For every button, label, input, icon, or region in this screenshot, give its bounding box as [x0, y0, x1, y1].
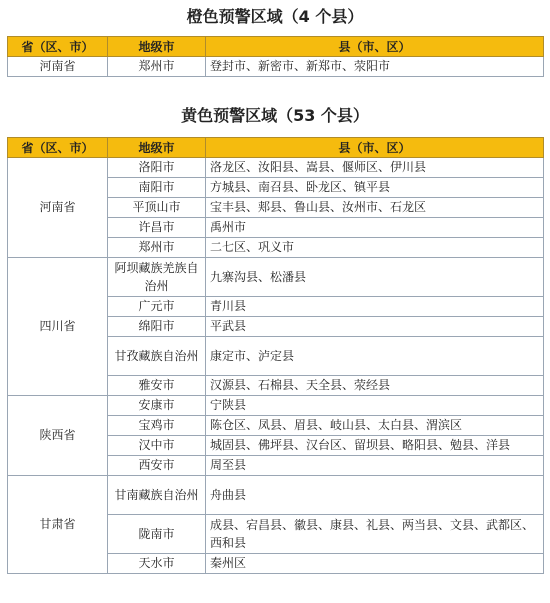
table-row	[8, 476, 544, 515]
counties-cell: 周至县	[206, 456, 544, 476]
counties-cell: 秦州区	[206, 554, 544, 574]
city-cell: 安康市	[108, 396, 206, 416]
counties-cell: 康定市、泸定县	[206, 337, 544, 376]
counties-cell: 平武县	[206, 317, 544, 337]
counties-cell: 方城县、南召县、卧龙区、镇平县	[206, 178, 544, 198]
city-cell: 平顶山市	[108, 198, 206, 218]
city-cell: 绵阳市	[108, 317, 206, 337]
counties-cell: 宁陕县	[206, 396, 544, 416]
city-cell: 汉中市	[108, 436, 206, 456]
province-cell: 四川省	[8, 258, 108, 396]
city-cell: 洛阳市	[108, 158, 206, 178]
counties-cell: 禹州市	[206, 218, 544, 238]
city-cell: 阿坝藏族羌族自治州	[108, 258, 206, 297]
counties-cell: 汉源县、石棉县、天全县、荥经县	[206, 376, 544, 396]
header-city: 地级市	[108, 138, 206, 158]
counties-cell: 陈仓区、凤县、眉县、岐山县、太白县、渭滨区	[206, 416, 544, 436]
counties-cell: 二七区、巩义市	[206, 238, 544, 258]
table-row	[8, 158, 544, 178]
city-cell: 西安市	[108, 456, 206, 476]
orange-warning-table	[7, 36, 544, 77]
province-cell: 河南省	[8, 158, 108, 258]
counties-cell: 青川县	[206, 297, 544, 317]
city-cell: 天水市	[108, 554, 206, 574]
province-cell: 河南省	[8, 57, 108, 77]
city-cell: 甘孜藏族自治州	[108, 337, 206, 376]
header-counties: 县（市、区）	[206, 37, 544, 57]
city-cell: 宝鸡市	[108, 416, 206, 436]
counties-cell: 洛龙区、汝阳县、嵩县、偃师区、伊川县	[206, 158, 544, 178]
table-row	[8, 258, 544, 297]
table-header-row	[8, 138, 544, 158]
counties-cell: 成县、宕昌县、徽县、康县、礼县、两当县、文县、武都区、西和县	[206, 515, 544, 554]
city-cell: 广元市	[108, 297, 206, 317]
city-cell: 雅安市	[108, 376, 206, 396]
counties-cell: 宝丰县、郏县、鲁山县、汝州市、石龙区	[206, 198, 544, 218]
table-row	[8, 57, 544, 77]
table-header-row	[8, 37, 544, 57]
yellow-warning-title: 黄色预警区域（53 个县）	[181, 106, 369, 125]
header-province: 省（区、市）	[8, 138, 108, 158]
city-cell: 甘南藏族自治州	[108, 476, 206, 515]
header-city: 地级市	[108, 37, 206, 57]
header-province: 省（区、市）	[8, 37, 108, 57]
table-row	[8, 396, 544, 416]
province-cell: 陕西省	[8, 396, 108, 476]
counties-cell: 舟曲县	[206, 476, 544, 515]
counties-cell: 登封市、新密市、新郑市、荥阳市	[206, 57, 544, 77]
counties-cell: 九寨沟县、松潘县	[206, 258, 544, 297]
city-cell: 陇南市	[108, 515, 206, 554]
yellow-warning-table	[7, 137, 544, 574]
city-cell: 郑州市	[108, 57, 206, 77]
orange-warning-title: 橙色预警区域（4 个县）	[186, 7, 364, 26]
province-cell: 甘肃省	[8, 476, 108, 574]
city-cell: 许昌市	[108, 218, 206, 238]
city-cell: 郑州市	[108, 238, 206, 258]
city-cell: 南阳市	[108, 178, 206, 198]
header-counties: 县（市、区）	[206, 138, 544, 158]
counties-cell: 城固县、佛坪县、汉台区、留坝县、略阳县、勉县、洋县	[206, 436, 544, 456]
